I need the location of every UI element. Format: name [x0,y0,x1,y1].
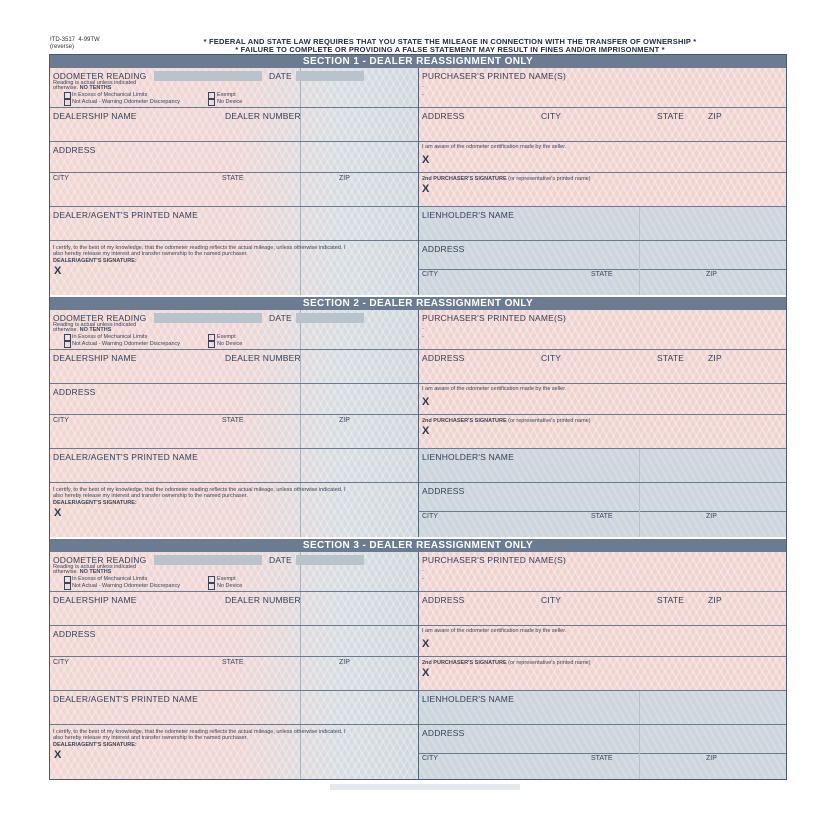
band-divider [639,725,640,779]
seller-panel [50,68,418,295]
not-actual-checkbox[interactable] [64,583,71,590]
purchaser-name-band [419,552,786,591]
certification-text: I certify, to the best of my knowledge, that the odometer reading reflects the actual mileage, unless otherwise indicated. I [53,245,346,251]
dealer-number-label: DEALER NUMBER [225,353,301,363]
purchaser-address-label: ADDRESS [422,595,465,605]
footer-stamp [330,784,520,790]
purchaser-signature-x[interactable]: X [422,396,430,408]
not-actual-checkbox[interactable] [64,99,71,106]
purchaser-address-band [419,107,786,142]
second-purchaser-band [419,172,786,207]
certification-text-2: also hereby release my interest and transfer ownership to the named purchaser. [53,735,248,741]
band-divider [639,241,640,295]
band-divider [639,207,640,241]
lien-state-label: STATE [591,271,613,278]
lien-zip-label: ZIP [706,271,717,278]
section-title: SECTION 2 - DEALER REASSIGNMENT ONLY [50,297,786,310]
odometer-reading-field[interactable] [154,555,262,565]
lien-zip-label: ZIP [706,755,717,762]
excess-limits-label: In Excess of Mechanical Limits [72,334,148,340]
lien-state-label: STATE [591,513,613,520]
lienholder-band [419,448,786,483]
row-line [419,511,786,512]
dealership-name-label: DEALERSHIP NAME [53,353,137,363]
lienholder-label: LIENHOLDER'S NAME [422,694,514,704]
dealer-signature-x[interactable]: X [54,749,62,761]
exempt-checkbox[interactable] [208,92,215,99]
certification-text-2: also hereby release my interest and transfer ownership to the named purchaser. [53,493,248,499]
seller-panel [50,552,418,779]
dealer-signature-label: DEALER/AGENT'S SIGNATURE: [53,500,137,506]
pattern-divider [300,552,301,779]
purchaser-sign-band [419,383,786,415]
purchaser-panel [418,552,786,779]
legal-warning-line-1: * FEDERAL AND STATE LAW REQUIRES THAT YOU STATE THE MILEAGE IN CONNECTION WITH THE TRANSFER OF OWNERSHIP * [203,37,697,46]
row-line [50,172,418,173]
row-line [50,107,418,108]
purchaser-state-label: STATE [657,353,685,363]
dealer-signature-label: DEALER/AGENT'S SIGNATURE: [53,258,137,264]
purchaser-address-label: ADDRESS [422,353,465,363]
lien-address-band [419,240,786,295]
purchaser-panel [418,68,786,295]
dealer-reassignment-section-3 [50,539,786,779]
aware-statement: I am aware of the odometer certification made by the seller. [422,628,567,634]
odometer-note: Reading is actual unless indicated [53,80,137,86]
purchaser-city-label: CITY [541,595,562,605]
odometer-label: ODOMETER READING [53,555,147,565]
form-id: ITD-3517 4-99TW [50,37,100,43]
excess-limits-checkbox[interactable] [64,92,71,99]
lien-state-label: STATE [591,755,613,762]
dealer-number-label: DEALER NUMBER [225,111,301,121]
odometer-reading-field[interactable] [154,71,262,81]
exempt-label: Exempt [217,334,236,340]
purchaser-signature-x[interactable]: X [422,638,430,650]
dealer-address-label: ADDRESS [53,145,96,155]
aware-statement: I am aware of the odometer certification made by the seller. [422,386,567,392]
second-purchaser-label: 2nd PURCHASER'S SIGNATURE (or representative's printed name) [422,418,591,424]
no-device-label: No Device [217,583,243,589]
reassignment-form [49,54,787,780]
date-field[interactable] [296,555,364,565]
purchaser-name-bullets: . . [422,82,424,97]
purchaser-sign-band [419,141,786,173]
purchaser-name-label: PURCHASER'S PRINTED NAME(S) [422,555,566,565]
purchaser-signature-x[interactable]: X [422,154,430,166]
exempt-label: Exempt [217,576,236,582]
dealer-signature-x[interactable]: X [54,265,62,277]
dealer-signature-x[interactable]: X [54,507,62,519]
purchaser-name-band [419,310,786,349]
certification-text: I certify, to the best of my knowledge, that the odometer reading reflects the actual mileage, unless otherwise indicated. I [53,729,346,735]
row-line [50,482,418,483]
dealer-number-label: DEALER NUMBER [225,595,301,605]
date-label: DATE [269,313,292,323]
row-line [50,625,418,626]
dealership-name-label: DEALERSHIP NAME [53,595,137,605]
row-line [50,591,418,592]
lien-address-band [419,724,786,779]
dealer-state-label: STATE [222,659,244,666]
purchaser-address-label: ADDRESS [422,111,465,121]
dealer-city-label: CITY [53,659,69,666]
purchaser-zip-label: ZIP [708,595,722,605]
row-line [50,724,418,725]
no-device-label: No Device [217,341,243,347]
excess-limits-checkbox[interactable] [64,334,71,341]
excess-limits-label: In Excess of Mechanical Limits [72,576,148,582]
date-field[interactable] [296,71,364,81]
form-side: (reverse) [50,44,75,50]
odometer-label: ODOMETER READING [53,313,147,323]
lienholder-label: LIENHOLDER'S NAME [422,210,514,220]
pattern-divider [300,68,301,295]
purchaser-address-band [419,591,786,626]
row-line [50,690,418,691]
odometer-reading-field[interactable] [154,313,262,323]
second-purchaser-label: 2nd PURCHASER'S SIGNATURE (or representative's printed name) [422,660,591,666]
band-divider [639,483,640,537]
lien-zip-label: ZIP [706,513,717,520]
aware-statement: I am aware of the odometer certification made by the seller. [422,144,567,150]
dealer-city-label: CITY [53,417,69,424]
form-code [50,37,100,51]
purchaser-zip-label: ZIP [708,353,722,363]
dealer-agent-name-label: DEALER/AGENT'S PRINTED NAME [53,210,198,220]
purchaser-name-label: PURCHASER'S PRINTED NAME(S) [422,71,566,81]
lien-address-label: ADDRESS [422,486,465,496]
dealer-agent-name-label: DEALER/AGENT'S PRINTED NAME [53,452,198,462]
second-purchaser-signature-x[interactable]: X [422,667,430,679]
lien-city-label: CITY [422,271,438,278]
odometer-note: Reading is actual unless indicated [53,564,137,570]
lienholder-label: LIENHOLDER'S NAME [422,452,514,462]
dealer-state-label: STATE [222,175,244,182]
row-line [50,141,418,142]
pattern-divider [300,310,301,537]
row-line [50,240,418,241]
row-line [50,448,418,449]
no-device-checkbox[interactable] [208,583,215,590]
second-purchaser-signature-x[interactable]: X [422,183,430,195]
not-actual-label: Not Actual - Warning Odometer Discrepancy [72,341,181,347]
second-purchaser-band [419,414,786,449]
odometer-note-2: otherwise. NO TENTHS [53,327,112,333]
purchaser-name-label: PURCHASER'S PRINTED NAME(S) [422,313,566,323]
lien-address-band [419,482,786,537]
purchaser-name-bullets: . . [422,566,424,581]
dealer-reassignment-section-2 [50,297,786,537]
certification-text: I certify, to the best of my knowledge, that the odometer reading reflects the actual mileage, unless otherwise indicated. I [53,487,346,493]
exempt-label: Exempt [217,92,236,98]
lien-address-label: ADDRESS [422,728,465,738]
band-divider [639,691,640,725]
row-line [50,656,418,657]
odometer-note: Reading is actual unless indicated [53,322,137,328]
lien-address-label: ADDRESS [422,244,465,254]
row-line [419,753,786,754]
lien-city-label: CITY [422,513,438,520]
row-line [50,383,418,384]
row-line [419,269,786,270]
second-purchaser-band [419,656,786,691]
purchaser-address-band [419,349,786,384]
purchaser-state-label: STATE [657,111,685,121]
dealer-state-label: STATE [222,417,244,424]
odometer-label: ODOMETER READING [53,71,147,81]
purchaser-name-bullets: . . [422,324,424,339]
dealer-zip-label: ZIP [339,417,350,424]
band-divider [639,449,640,483]
date-field[interactable] [296,313,364,323]
legal-warning-line-2: * FAILURE TO COMPLETE OR PROVIDING A FALSE STATEMENT MAY RESULT IN FINES AND/OR IMPRISONMENT * [235,45,665,54]
lienholder-band [419,690,786,725]
dealer-city-label: CITY [53,175,69,182]
dealership-name-label: DEALERSHIP NAME [53,111,137,121]
dealer-address-label: ADDRESS [53,629,96,639]
not-actual-checkbox[interactable] [64,341,71,348]
dealer-zip-label: ZIP [339,659,350,666]
no-device-checkbox[interactable] [208,341,215,348]
dealer-address-label: ADDRESS [53,387,96,397]
lienholder-band [419,206,786,241]
second-purchaser-signature-x[interactable]: X [422,425,430,437]
not-actual-label: Not Actual - Warning Odometer Discrepancy [72,583,181,589]
excess-limits-checkbox[interactable] [64,576,71,583]
dealer-reassignment-section-1 [50,55,786,295]
odometer-note-2: otherwise. NO TENTHS [53,569,112,575]
lien-city-label: CITY [422,755,438,762]
date-label: DATE [269,555,292,565]
not-actual-label: Not Actual - Warning Odometer Discrepancy [72,99,181,105]
row-line [50,414,418,415]
purchaser-city-label: CITY [541,353,562,363]
dealer-agent-name-label: DEALER/AGENT'S PRINTED NAME [53,694,198,704]
seller-panel [50,310,418,537]
odometer-note-2: otherwise. NO TENTHS [53,85,112,91]
purchaser-city-label: CITY [541,111,562,121]
section-title: SECTION 3 - DEALER REASSIGNMENT ONLY [50,539,786,552]
dealer-zip-label: ZIP [339,175,350,182]
second-purchaser-label: 2nd PURCHASER'S SIGNATURE (or representative's printed name) [422,176,591,182]
exempt-checkbox[interactable] [208,334,215,341]
row-line [50,349,418,350]
purchaser-sign-band [419,625,786,657]
section-title: SECTION 1 - DEALER REASSIGNMENT ONLY [50,55,786,68]
exempt-checkbox[interactable] [208,576,215,583]
excess-limits-label: In Excess of Mechanical Limits [72,92,148,98]
purchaser-zip-label: ZIP [708,111,722,121]
purchaser-panel [418,310,786,537]
certification-text-2: also hereby release my interest and transfer ownership to the named purchaser. [53,251,248,257]
date-label: DATE [269,71,292,81]
row-line [50,206,418,207]
dealer-signature-label: DEALER/AGENT'S SIGNATURE: [53,742,137,748]
purchaser-name-band [419,68,786,107]
no-device-label: No Device [217,99,243,105]
purchaser-state-label: STATE [657,595,685,605]
no-device-checkbox[interactable] [208,99,215,106]
